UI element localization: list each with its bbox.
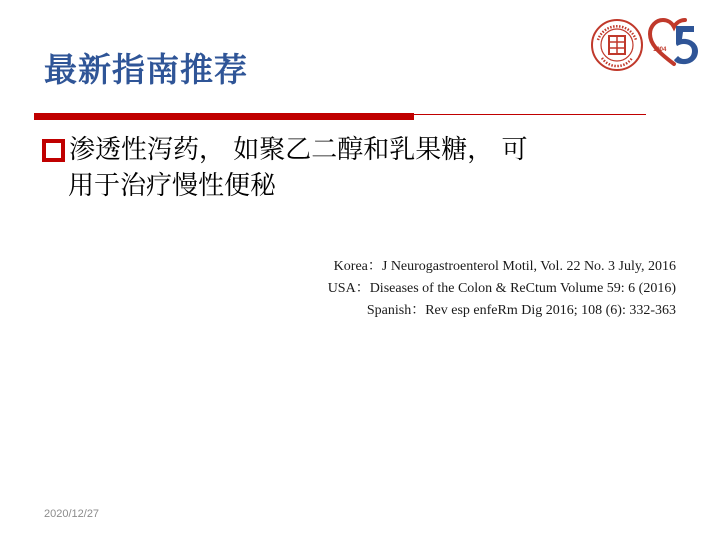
- bullet-text-line-1: 渗透性泻药， 如聚乙二醇和乳果糖， 可: [69, 135, 528, 165]
- heart-5-emblem-logo: [648, 18, 702, 68]
- reference-usa: USA：Diseases of the Colon & ReCtum Volume 59: 6 (2016): [327, 281, 676, 296]
- reference-spanish: Spanish：Rev esp enfeRm Dig 2016; 108 (6): 332-363: [366, 303, 676, 318]
- reference-korea: Korea：J Neurogastroenterol Motil, Vol. 22 No. 3 July, 2016: [333, 259, 676, 274]
- page-title: 最新指南推荐: [44, 50, 248, 89]
- svg-text:1904: 1904: [653, 47, 667, 53]
- footer-date: 2020/12/27: [44, 508, 100, 520]
- fudan-university-seal-logo: [590, 18, 644, 72]
- title-underline-thick: [34, 113, 414, 120]
- reference-list: [328, 256, 676, 322]
- bullet-text-line-2: 用于治疗慢性便秘: [68, 171, 277, 201]
- hollow-square-bullet-icon: [42, 139, 65, 162]
- bullet-point: [42, 132, 662, 204]
